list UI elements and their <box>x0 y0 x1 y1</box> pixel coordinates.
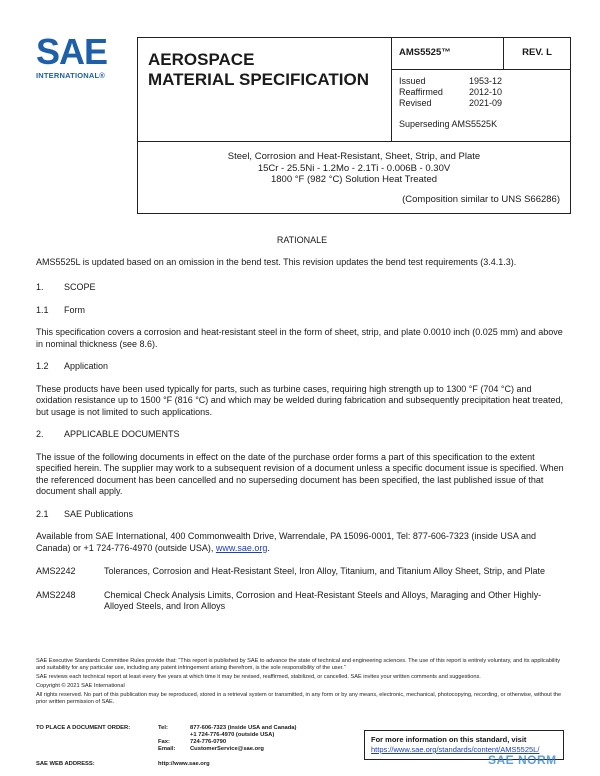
web-label: SAE WEB ADDRESS: <box>36 761 95 767</box>
subject-line-2: 15Cr - 25.5Ni - 1.2Mo - 2.1Ti - 0.006B - 0.30V <box>257 162 451 174</box>
composition-note: (Composition similar to UNS S66286) <box>402 193 560 205</box>
section-number: 2. <box>36 429 44 439</box>
revised-label: Revised <box>399 98 432 108</box>
section-1-2-text: These products have been used typically for parts, such as turbine cases, requiring high strength up to 1300 °F (704 °C) and oxidation resistance up to 1500 °F (816 °C) and which may be welded during fabrication and subsequently precipitation heat treated, but usage is not limited to such applications. <box>36 383 564 417</box>
footer-rules: SAE Executive Standards Committee Rules provide that: “This report is published by SAE to advance the state of technical and engineering sciences. The use of this report is entirely voluntary, and its applicability and suitability for any particular use, including any patent infringement arising therefrom, is the sole responsibility of the user.” <box>36 658 561 671</box>
legal-footer <box>36 658 568 706</box>
rationale-text: AMS5525L is updated based on an omission in the bend test. This revision updates the bend test requirements (3.4.1.3). <box>36 256 517 267</box>
reference-code: AMS2248 <box>36 589 76 600</box>
footer-copyright: Copyright © 2021 SAE International <box>36 683 125 689</box>
logo-mark: SAE <box>36 31 108 72</box>
logo-subtitle: INTERNATIONAL® <box>36 71 106 80</box>
fax-value: 724-776-0790 <box>190 739 227 745</box>
reference-title: Tolerances, Corrosion and Heat-Resistant Steel, Iron Alloy, Titanium, and Titanium Alloy Sheet, Strip, and Plate <box>104 566 546 576</box>
email-label: Email: <box>158 746 176 752</box>
order-label: TO PLACE A DOCUMENT ORDER: <box>36 725 131 731</box>
reaffirmed-date: 2012-10 <box>469 87 503 97</box>
web-address <box>36 761 210 767</box>
tel-value: 877-606-7323 (inside USA and Canada) <box>190 725 297 731</box>
reference-title: Chemical Check Analysis Limits, Corrosion and Heat-Resistant Steels and Alloys, Maraging and Other Highly-Alloyed Steels, and Iron Alloys <box>104 589 542 611</box>
sae-website-link[interactable]: www.sae.org <box>215 542 268 553</box>
section-2-text: The issue of the following documents in effect on the date of the purchase order forms a part of this specification to the extent specified herein. The supplier may work to a subsequent revision of a document unless a specific document issue is specified. When the referenced document has been cancelled and no superseding document has been specified, the last published issue of that document shall apply. <box>36 451 564 496</box>
spec-subject <box>138 142 570 213</box>
sae-logo <box>36 31 126 90</box>
web-link[interactable]: http://www.sae.org <box>158 761 210 767</box>
section-1-heading <box>36 282 568 294</box>
footer-rights: All rights reserved. No part of this publication may be reproduced, stored in a retrieval system or transmitted, in any form or by any means, electronic, mechanical, photocopying, recording, or otherwise, without the prior written permission of SAE. <box>36 692 562 705</box>
section-1-1-heading <box>36 305 568 317</box>
tel-label: Tel: <box>158 725 168 731</box>
section-title: APPLICABLE DOCUMENTS <box>64 429 180 439</box>
section-title: Application <box>64 361 109 371</box>
document-body <box>36 235 568 613</box>
subject-line-1: Steel, Corrosion and Heat-Resistant, Sheet, Strip, and Plate <box>227 151 481 162</box>
revised-date: 2021-09 <box>469 98 503 108</box>
section-title: SAE Publications <box>64 508 134 519</box>
spec-header <box>137 37 571 214</box>
rationale-heading: RATIONALE <box>276 235 328 245</box>
reference-code: AMS2242 <box>36 566 76 576</box>
section-number: 2.1 <box>36 508 49 519</box>
section-2-1-text: Available from SAE International, 400 Commonwealth Drive, Warrendale, PA 15096-0001, Tel: 877-606-7323 (inside USA and Canada) or +1 724-776-4970 (outside USA), www.sae.org. <box>36 531 536 553</box>
doc-dates <box>392 70 570 136</box>
doc-number: AMS5525™ <box>392 38 504 69</box>
section-number: 1.1 <box>36 304 49 315</box>
section-number: 1.2 <box>36 361 49 371</box>
section-1-2-heading <box>36 361 568 373</box>
section-1-1-text: This specification covers a corrosion and heat-resistant steel in the form of sheet, strip, and plate 0.0010 inch (0.025 mm) and above in nominal thickness (see 8.6). <box>36 327 563 349</box>
reference-item <box>36 590 568 613</box>
watermark: SAE NORM <box>488 753 557 767</box>
footer-review: SAE reviews each technical report at least every five years at which time it may be revised, reaffirmed, stabilized, or cancelled. SAE invites your written comments and suggestions. <box>36 674 481 680</box>
section-2-heading <box>36 429 568 441</box>
info-title: For more information on this standard, visit <box>371 735 527 744</box>
fax-label: Fax: <box>158 739 170 745</box>
order-contact <box>36 725 336 753</box>
section-2-1-heading <box>36 509 568 521</box>
section-number: 1. <box>36 282 44 292</box>
issued-date: 1953-12 <box>469 76 503 86</box>
reaffirmed-label: Reaffirmed <box>399 87 443 97</box>
subject-line-3: 1800 °F (982 °C) Solution Heat Treated <box>270 174 438 185</box>
section-title: SCOPE <box>64 282 96 292</box>
title-line-2: MATERIAL SPECIFICATION <box>148 70 369 89</box>
title-line-1: AEROSPACE <box>148 50 255 69</box>
tel2-value: +1 724-776-4970 (outside USA) <box>190 732 275 738</box>
superseding-note: Superseding AMS5525K <box>399 119 498 129</box>
issued-label: Issued <box>399 76 426 86</box>
revision-label: REV. L <box>522 47 552 58</box>
reference-item <box>36 566 568 578</box>
sae-address: Available from SAE International, 400 Commonwealth Drive, Warrendale, PA 15096-0001, Tel: 877-606-7323 (inside USA and Canada) or +1 724-776-4970 (outside USA), <box>36 531 536 553</box>
email-link[interactable]: CustomerService@sae.org <box>190 746 264 752</box>
section-title: Form <box>64 304 85 315</box>
spec-title <box>138 38 392 141</box>
standard-url-link[interactable]: https://www.sae.org/standards/content/AMS5525L/ <box>371 745 540 754</box>
